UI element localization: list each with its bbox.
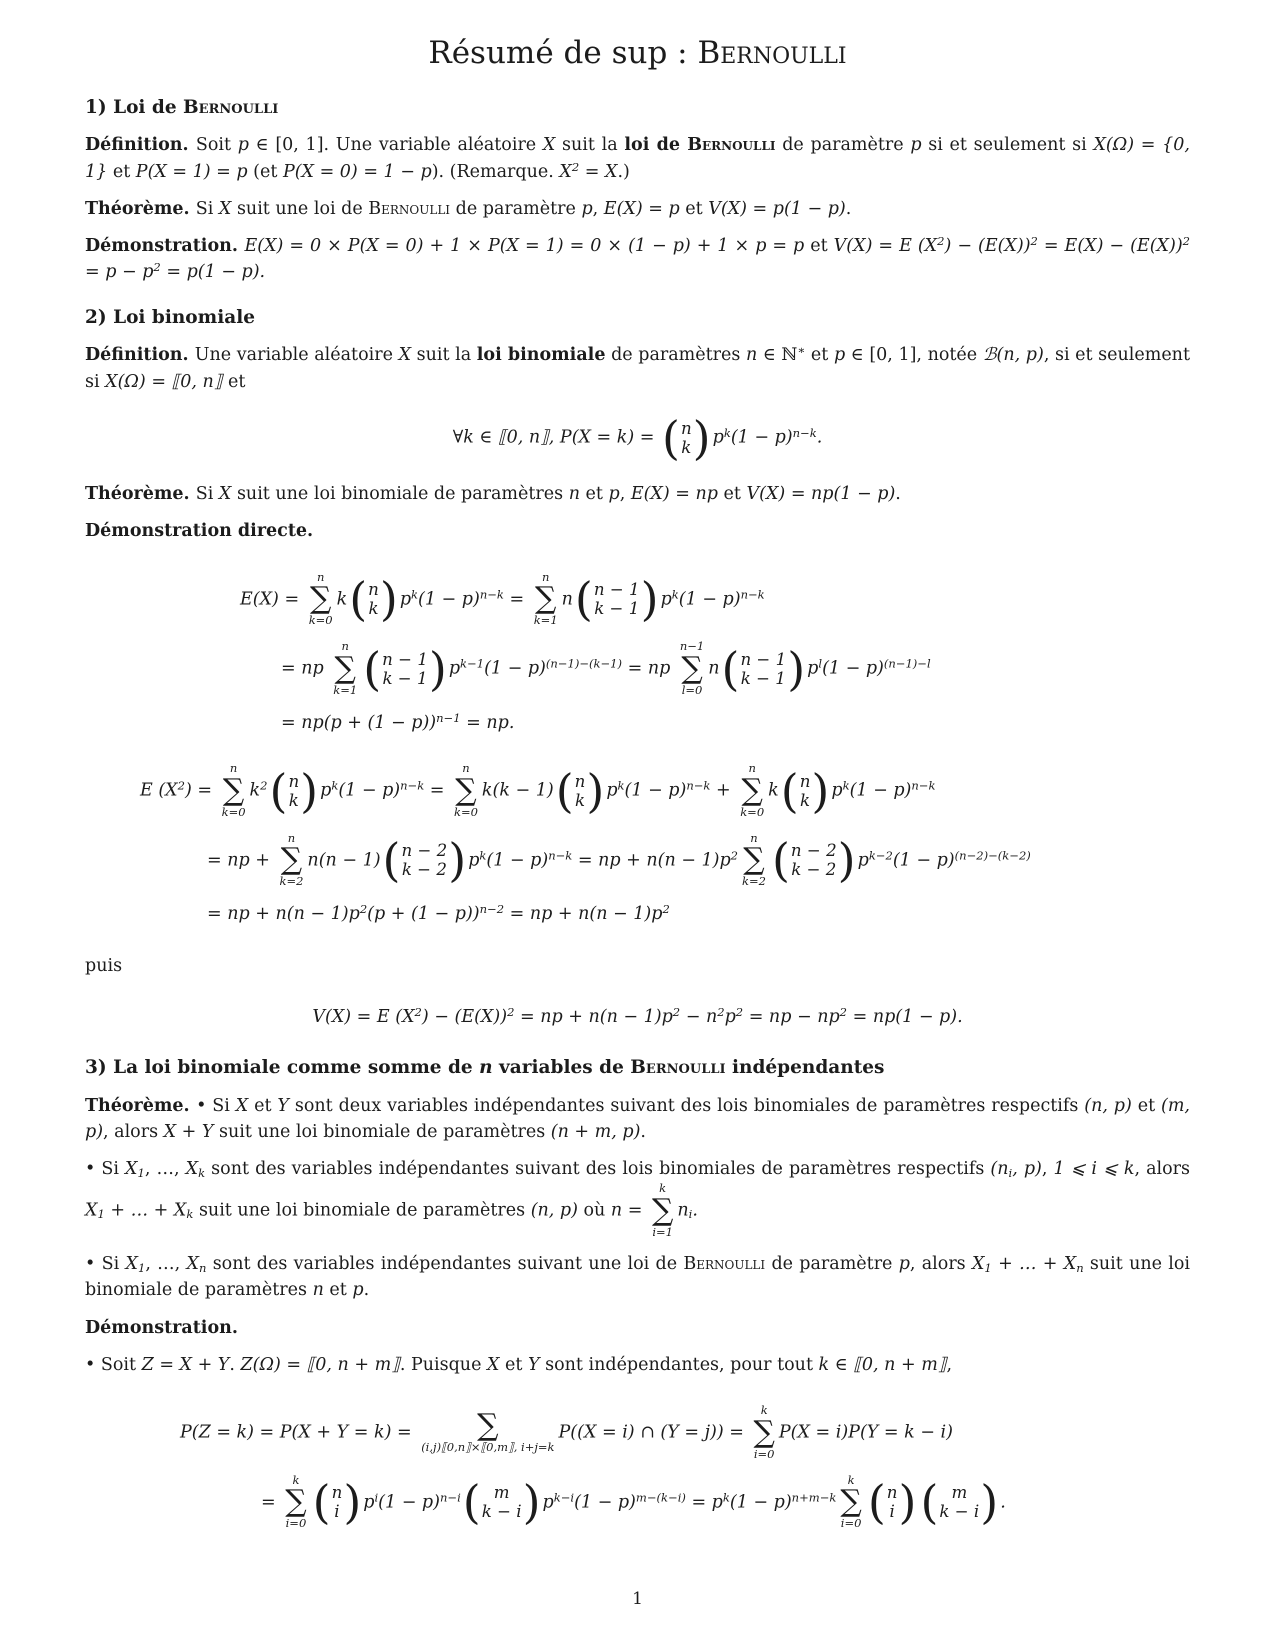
puis-text: puis [85, 956, 123, 977]
proof-bernoulli: Démonstration. E(X) = 0 × P(X = 0) + 1 × P(X = 1) = 0 × (1 − p) + 1 × p = p et V(X) = E $(X^2) - (E(X))^2 = E(X) - (E(X))^2 = p - p^2 = p(1 - p)$. [85, 234, 1191, 283]
theorem-binomial: Théorème. Si X suit une loi binomiale de paramètres n et p, E(X) = np et V(X) = np(1 − p). [85, 484, 901, 505]
equation-line: = k ∑ i=0 ( n i ) $p^i(1 - p)^{n-i}$ ( m k − i ) $p^{k-i}(1 - p)^{m-(k-i)} = p^k(1 - p)^{n+m-k}$ k ∑ i=0 ( n i ) ( m k − i ) . [261, 1472, 1006, 1531]
equation-line: E(X) = n ∑ k=0 k ( n k ) $p^k(1 - p)^{n-k}$ = n ∑ k=1 n ( n − 1 k − 1 ) $p^k(1 - p)^{n-k}$ [240, 569, 765, 628]
sum-operator: n ∑ k=0 [740, 761, 765, 819]
bullet-sum-bernoullis: • Si $X_1$, …, $X_n$ sont des variables indépendantes suivant une loi de Bernoulli de paramètre p, alors $X_1$ + … + $X_n$ suit une loi binomiale de paramètres n et p. [85, 1254, 1190, 1301]
binomial-coefficient: ( n k ) [349, 572, 398, 627]
convolution-derivation [85, 1404, 1190, 1531]
sum-operator: k ∑ i=1 [651, 1181, 674, 1240]
binomial-coefficient: ( m k − i ) [462, 1475, 541, 1530]
sum-operator: k ∑ i=0 [753, 1403, 775, 1461]
variance-equation: V(X) = E $(X^2) - (E(X))^2$ = np + $n(n - 1)p^2 - n^2p^2$ = np − $np^2 = np(1 - p)$. [312, 1004, 963, 1027]
sum-operator: k ∑ i=0 [840, 1472, 862, 1531]
equation-line: P(Z = k) = P(X + Y = k) = ∑ (i,j)⟦0,n⟧×⟦0,m⟧, i+j=k P((X = i) ∩ (Y = j)) = k ∑ i=0 P(X = i)P(Y = k − i) [180, 1403, 953, 1461]
binomial-coefficient: ( n − 1 k − 1 ) [574, 572, 659, 627]
binomial-coefficient: ( n − 2 k − 2 ) [382, 833, 467, 888]
sum-operator: n ∑ k=2 [279, 830, 304, 889]
sum-operator: n−1 ∑ l=0 [679, 639, 705, 697]
equation-line: = np + $n(n - 1)p^2(p + (1 - p))^{n-2}$ = np + $n(n - 1)p^2$ [207, 902, 670, 925]
equation-line: E $(X^2)$ = n ∑ k=0 $k^2$ ( n k ) $p^k(1 - p)^{n-k}$ = n ∑ k=0 k(k − 1) ( n k ) $p^k(1 - p)^{n-k}$ + n ∑ k=0 k ( n k ) $p^k(1 - p)^{n-k}$ [140, 761, 936, 819]
sum-operator: n ∑ k=0 [308, 569, 333, 628]
expectation-derivation [85, 571, 1190, 736]
page-number: 1 [632, 1588, 643, 1609]
sum-operator: n ∑ k=2 [742, 830, 766, 889]
sum-operator: n ∑ k=1 [333, 639, 358, 697]
proof-direct-heading: Démonstration directe. [85, 521, 314, 542]
binomial-coefficient: ( n k ) [780, 763, 830, 818]
bullet-z-definition: • Soit Z = X + Y. Z(Ω) = ⟦0, n + m⟧. Puisque X et Y sont indépendantes, pour tout k ∈ ⟦0, n + m⟧, [85, 1354, 953, 1375]
theorem-bernoulli: Théorème. Si X suit une loi de Bernoulli de paramètre p, E(X) = p et V(X) = p(1 − p). [85, 198, 852, 219]
sum-operator: n ∑ k=0 [454, 761, 478, 819]
binomial-coefficient: ( n i ) [312, 1475, 362, 1530]
sum-operator: n ∑ k=1 [533, 569, 558, 628]
bullet-sum-k-binomials: • Si $X_1$, …, $X_k$ sont des variables indépendantes suivant des lois binomiales de paramètres respectifs ($n_i$, p), 1 ⩽ i ⩽ k, alors $X_1$ + … + $X_k$ suit une loi binomiale de paramètres (n, p) où n = k ∑ i=1 $n_i$. [85, 1159, 1190, 1240]
binomial-coefficient: ( n k ) [555, 763, 605, 818]
equation-line: = np + n ∑ k=2 n(n − 1) ( n − 2 k − 2 ) $p^k(1 - p)^{n-k}$ = np + $n(n - 1)p^2$ n ∑ k=2 ( n − 2 k − 2 ) $p^{k-2}(1 - p)^{(n-2)-(k-2)}$ [207, 830, 1031, 889]
definition-bernoulli: Définition. Soit p ∈ [0, 1]. Une variable aléatoire X suit la loi de Bernoulli de paramètre p si et seulement si X(Ω) = {0, 1} et P(X = 1) = p (et P(X = 0) = 1 − p). (Remarque. $X^2 = X$.) [85, 135, 1190, 182]
proof-heading: Démonstration. [85, 1317, 238, 1338]
binomial-pmf-equation: ∀k ∈ ⟦0, n⟧, P(X = k) = ( n k ) $p^k(1 - p)^{n-k}$. [452, 411, 823, 465]
definition-binomial: Définition. Une variable aléatoire X suit la loi binomiale de paramètres n ∈ ℕ∗ et p ∈ [0, 1], notée ℬ(n, p), si et seulement si X(Ω) = ⟦0, n⟧ et [85, 343, 1190, 392]
section-2-heading: 2) Loi binomiale [85, 306, 256, 328]
binomial-coefficient: ( n k ) [662, 411, 711, 465]
binomial-coefficient: ( n − 2 k − 2 ) [771, 833, 856, 888]
second-moment-derivation [85, 762, 1190, 927]
binomial-coefficient: ( n − 1 k − 1 ) [363, 642, 447, 696]
binomial-coefficient: ( m k − i ) [920, 1475, 999, 1530]
sum-operator: n ∑ k=0 [221, 761, 246, 819]
theorem-sum-binomials: Théorème. • Si X et Y sont deux variables indépendantes suivant des lois binomiales de paramètres respectifs (n, p) et (m, p), alors X + Y suit une loi binomiale de paramètres (n + m, p). [85, 1095, 1190, 1142]
binomial-coefficient: ( n k ) [269, 763, 319, 818]
equation-line: = np n ∑ k=1 ( n − 1 k − 1 ) $p^{k-1}(1 - p)^{(n-1)-(k-1)}$ = np n−1 ∑ l=0 n ( n − 1 k − 1 ) $p^l(1 - p)^{(n-1)-l}$ [281, 639, 931, 697]
section-1-heading: 1) Loi de Bernoulli [85, 96, 279, 118]
binomial-coefficient: ( n − 1 k − 1 ) [721, 642, 806, 696]
equation-line: = $np(p + (1 - p))^{n-1}$ = np. [281, 711, 515, 733]
section-3-heading: 3) La loi binomiale comme somme de n variables de Bernoulli indépendantes [85, 1056, 885, 1078]
sum-operator: k ∑ i=0 [285, 1472, 307, 1531]
document-title: Résumé de sup : Bernoulli [428, 35, 847, 71]
sum-operator: ∑ (i,j)⟦0,n⟧×⟦0,m⟧, i+j=k [421, 1407, 555, 1454]
binomial-coefficient: ( n i ) [867, 1475, 917, 1530]
